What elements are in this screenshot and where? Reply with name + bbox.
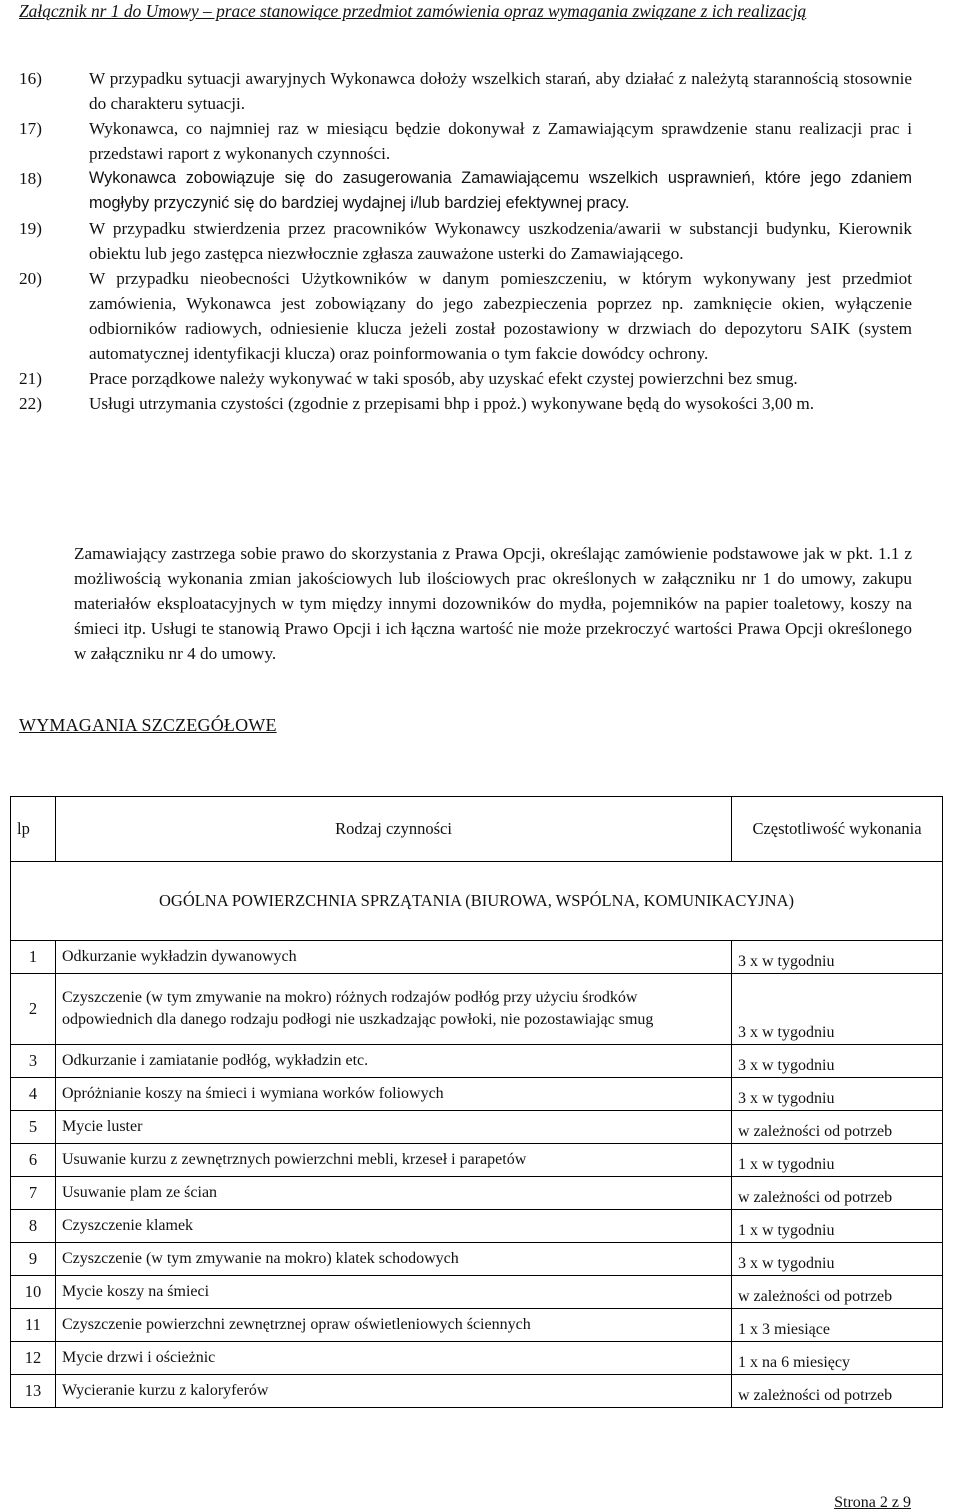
- row-number: 7: [11, 1177, 56, 1210]
- section-title: OGÓLNA POWIERZCHNIA SPRZĄTANIA (BIUROWA, WSPÓLNA, KOMUNIKACYJNA): [11, 862, 943, 941]
- row-frequency: 3 x w tygodniu: [732, 941, 943, 974]
- row-number: 13: [11, 1375, 56, 1408]
- table-row: [11, 1276, 943, 1309]
- row-number: 9: [11, 1243, 56, 1276]
- row-number: 4: [11, 1078, 56, 1111]
- list-item-number: 16): [19, 69, 42, 88]
- table-body: [11, 941, 943, 1408]
- list-item-text: W przypadku sytuacji awaryjnych Wykonawca dołoży wszelkich starań, aby działać z należytą starannością stosownie do charakteru sytuacji.: [89, 69, 912, 113]
- table-header-row: [11, 797, 943, 862]
- list-item: [19, 266, 912, 366]
- row-frequency: w zależności od potrzeb: [732, 1276, 943, 1309]
- column-header-frequency: Częstotliwość wykonania: [732, 797, 943, 862]
- table-row: [11, 1045, 943, 1078]
- row-frequency: w zależności od potrzeb: [732, 1177, 943, 1210]
- column-header-lp: lp: [11, 797, 56, 862]
- row-number: 1: [11, 941, 56, 974]
- list-item-text: W przypadku nieobecności Użytkowników w danym pomieszczeniu, w którym wykonywany jest przedmiot zamówienia, Wykonawca jest zobowiązany do jego zabezpieczenia poprzez np. zamknięcie okien, wyłączenie odbiorników radiowych, odniesienie klucza jeżeli został pozostawiony w drzwiach do depozytoru SAIK (system automatycznej identyfikacji klucza) oraz poinformowania o tym fakcie dowódcy ochrony.: [89, 269, 912, 363]
- table-row: [11, 1111, 943, 1144]
- row-activity: Odkurzanie wykładzin dywanowych: [56, 941, 732, 974]
- list-item: [19, 166, 912, 216]
- row-number: 11: [11, 1309, 56, 1342]
- table-row: [11, 1078, 943, 1111]
- table-row: [11, 1177, 943, 1210]
- row-frequency: 1 x w tygodniu: [732, 1144, 943, 1177]
- list-item: [19, 216, 912, 266]
- row-number: 3: [11, 1045, 56, 1078]
- list-item-text: Usługi utrzymania czystości (zgodnie z przepisami bhp i ppoż.) wykonywane będą do wysokości 3,00 m.: [89, 394, 815, 413]
- row-number: 10: [11, 1276, 56, 1309]
- row-frequency: 3 x w tygodniu: [732, 1078, 943, 1111]
- list-item-text: Wykonawca zobowiązuje się do zasugerowania Zamawiającemu wszelkich usprawnień, które jego zdaniem mogłyby przyczynić się do bardziej wydajnej i/lub bardziej efektywnej pracy.: [89, 169, 912, 212]
- list-item-number: 18): [19, 169, 42, 188]
- row-number: 8: [11, 1210, 56, 1243]
- row-activity: Wycieranie kurzu z kaloryferów: [56, 1375, 732, 1408]
- row-frequency: 3 x w tygodniu: [732, 1045, 943, 1078]
- list-item: [19, 116, 912, 166]
- table-row: [11, 1210, 943, 1243]
- row-activity: Czyszczenie (w tym zmywanie na mokro) klatek schodowych: [56, 1243, 732, 1276]
- list-item: [19, 66, 912, 116]
- row-number: 2: [11, 974, 56, 1045]
- row-frequency: 3 x w tygodniu: [732, 1243, 943, 1276]
- row-number: 5: [11, 1111, 56, 1144]
- row-activity: Czyszczenie powierzchni zewnętrznej opraw oświetleniowych ściennych: [56, 1309, 732, 1342]
- list-item-text: Prace porządkowe należy wykonywać w taki sposób, aby uzyskać efekt czystej powierzchni bez smug.: [89, 369, 798, 388]
- row-activity: Opróżnianie koszy na śmieci i wymiana worków foliowych: [56, 1078, 732, 1111]
- row-activity: Usuwanie plam ze ścian: [56, 1177, 732, 1210]
- row-frequency: w zależności od potrzeb: [732, 1375, 943, 1408]
- row-frequency: w zależności od potrzeb: [732, 1111, 943, 1144]
- row-frequency: 1 x na 6 miesięcy: [732, 1342, 943, 1375]
- row-number: 6: [11, 1144, 56, 1177]
- row-activity: Mycie drzwi i ościeżnic: [56, 1342, 732, 1375]
- row-activity: Czyszczenie (w tym zmywanie na mokro) różnych rodzajów podłóg przy użyciu środków odpowiednich dla danego rodzaju podłogi nie uszkadzając powłoki, nie pozostawiając smug: [56, 974, 732, 1045]
- list-item-text: Wykonawca, co najmniej raz w miesiącu będzie dokonywał z Zamawiającym sprawdzenie stanu realizacji prac i przedstawi raport z wykonanych czynności.: [89, 119, 912, 163]
- requirements-table: [10, 796, 943, 1408]
- list-item-text: W przypadku stwierdzenia przez pracowników Wykonawcy uszkodzenia/awarii w substancji budynku, Kierownik obiektu lub jego zastępca niezwłocznie zgłasza zauważone usterki do Zamawiającego.: [89, 219, 912, 263]
- column-header-activity: Rodzaj czynności: [56, 797, 732, 862]
- row-activity: Odkurzanie i zamiatanie podłóg, wykładzin etc.: [56, 1045, 732, 1078]
- option-paragraph: Zamawiający zastrzega sobie prawo do skorzystania z Prawa Opcji, określając zamówienie podstawowe jak w pkt. 1.1 z możliwością wykonania zmian jakościowych lub ilościowych prac określonych w załączniku nr 1 do umowy, zakupu materiałów eksploatacyjnych w tym między innymi dozowników do mydła, pojemników na papier toaletowy, koszy na śmieci itp. Usługi te stanowią Prawo Opcji i ich łączna wartość nie może przekroczyć wartości Prawa Opcji określonego w załączniku nr 4 do umowy.: [74, 544, 912, 663]
- list-item: [19, 366, 912, 391]
- table-row: [11, 1144, 943, 1177]
- table-row: [11, 974, 943, 1045]
- row-activity: Mycie koszy na śmieci: [56, 1276, 732, 1309]
- row-number: 12: [11, 1342, 56, 1375]
- table-row: [11, 1309, 943, 1342]
- requirements-heading: WYMAGANIA SZCZEGÓŁOWE: [19, 715, 277, 735]
- list-item: [19, 391, 912, 416]
- table-row: [11, 1375, 943, 1408]
- table-row: [11, 941, 943, 974]
- table-row: [11, 1342, 943, 1375]
- list-item-number: 19): [19, 219, 42, 238]
- row-frequency: 1 x w tygodniu: [732, 1210, 943, 1243]
- row-frequency: 1 x 3 miesiące: [732, 1309, 943, 1342]
- table-section-row: [11, 862, 943, 941]
- row-activity: Mycie luster: [56, 1111, 732, 1144]
- list-item-number: 21): [19, 369, 42, 388]
- row-activity: Czyszczenie klamek: [56, 1210, 732, 1243]
- list-item-number: 17): [19, 119, 42, 138]
- table-row: [11, 1243, 943, 1276]
- page-number: Strona 2 z 9: [834, 1494, 911, 1511]
- list-item-number: 22): [19, 394, 42, 413]
- row-frequency: 3 x w tygodniu: [732, 974, 943, 1045]
- list-item-number: 20): [19, 269, 42, 288]
- header-title: Załącznik nr 1 do Umowy – prace stanowiące przedmiot zamówienia opraz wymagania związane z ich realizacją: [19, 1, 807, 21]
- obligations-list: [19, 66, 912, 416]
- page-header: [0, 0, 960, 30]
- row-activity: Usuwanie kurzu z zewnętrznych powierzchni mebli, krzeseł i parapetów: [56, 1144, 732, 1177]
